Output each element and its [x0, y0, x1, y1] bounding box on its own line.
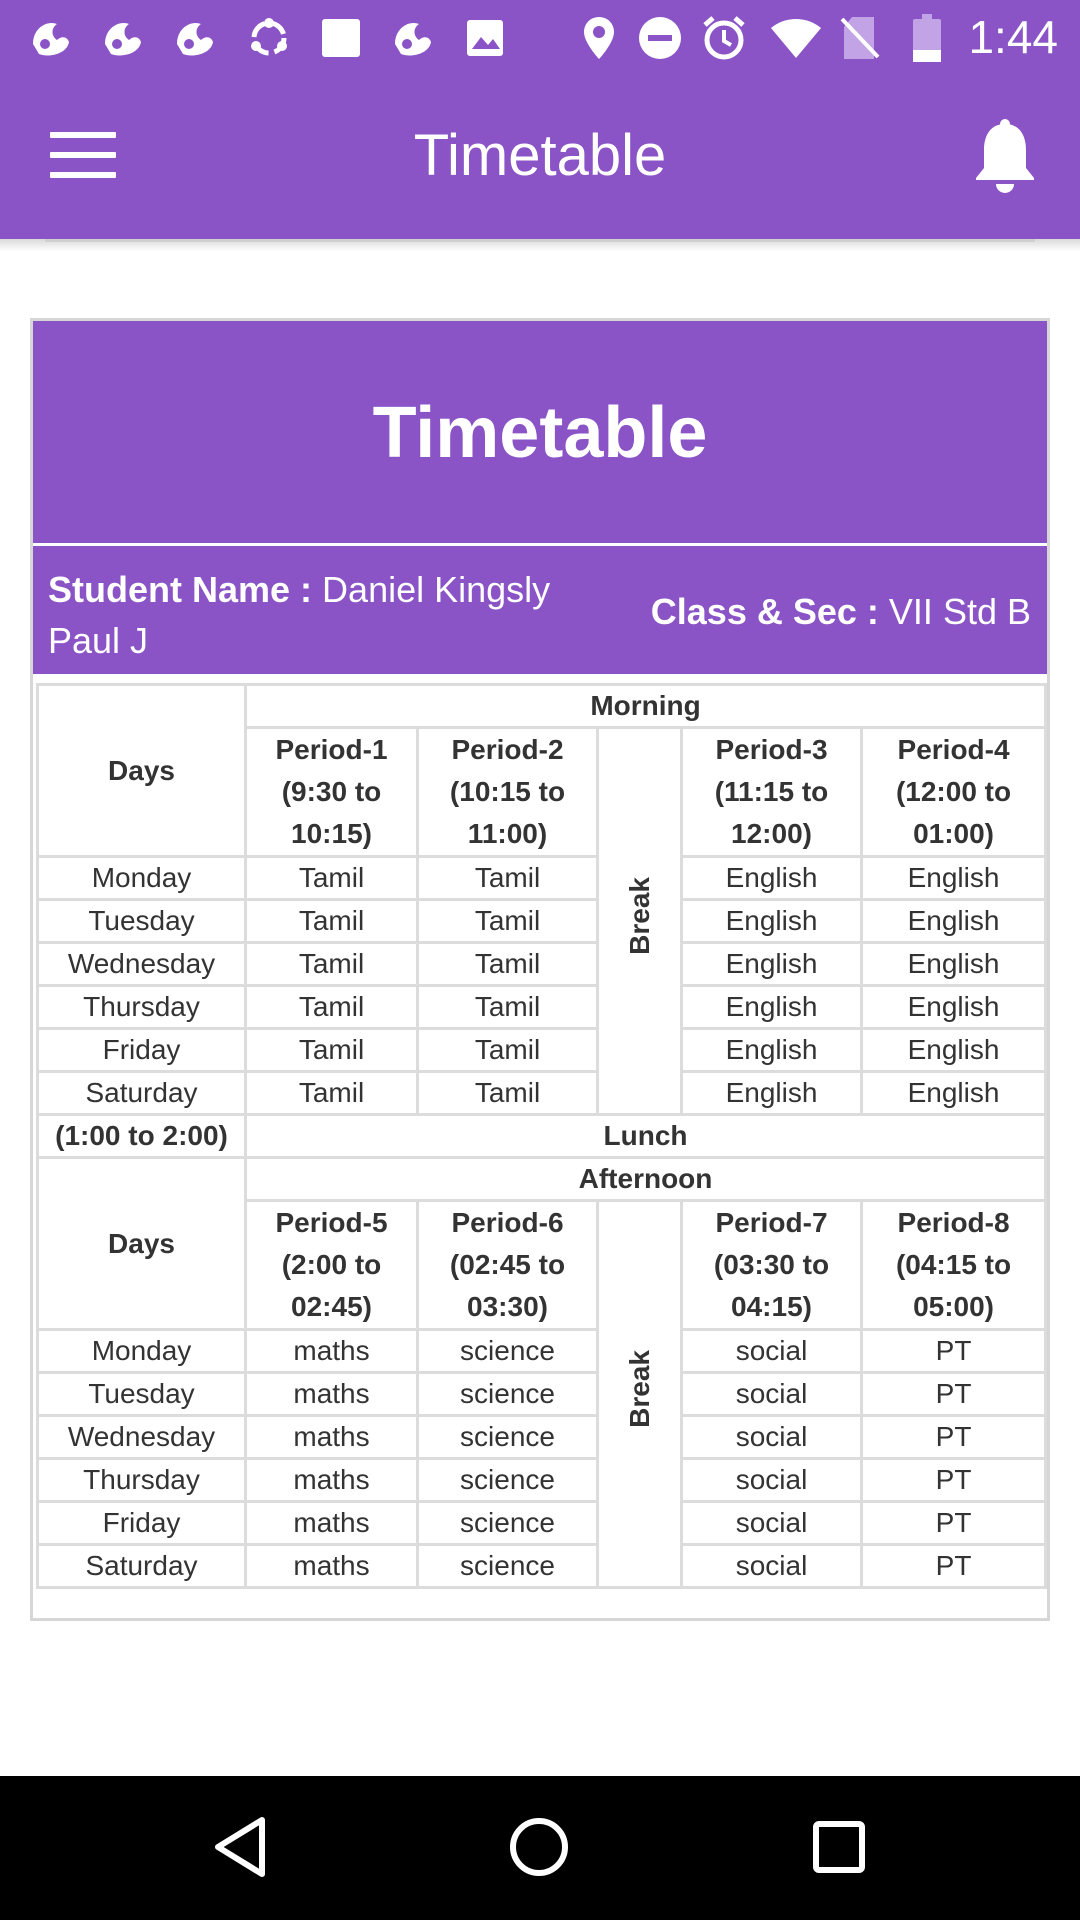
subject-cell: social [682, 1330, 862, 1373]
days-header: Days [38, 1158, 246, 1330]
table-row [38, 1029, 1046, 1072]
sync-icon [244, 14, 294, 62]
status-time: 1:44 [968, 11, 1058, 63]
subject-cell: English [862, 943, 1046, 986]
app-bar-title: Timetable [413, 123, 667, 188]
subject-cell: English [682, 857, 862, 900]
break-label: Break [623, 1349, 655, 1428]
period-name: Period-5 [275, 1207, 388, 1238]
break-column [598, 728, 682, 1115]
app-bar [0, 76, 1080, 239]
navigation-bar [0, 1776, 1080, 1920]
day-cell: Wednesday [38, 1416, 246, 1459]
period-header [246, 728, 418, 857]
period-time-line1: (9:30 to [281, 776, 382, 807]
status-bar [0, 0, 1080, 76]
day-cell: Tuesday [38, 1373, 246, 1416]
subject-cell: English [682, 986, 862, 1029]
day-cell: Friday [38, 1029, 246, 1072]
subject-cell: English [862, 1029, 1046, 1072]
uc-browser-icon [388, 14, 438, 62]
subject-cell: Tamil [418, 986, 598, 1029]
table-row [38, 1373, 1046, 1416]
subject-cell: PT [862, 1330, 1046, 1373]
subject-cell: science [418, 1502, 598, 1545]
subject-cell: social [682, 1545, 862, 1588]
class-section-value: VII Std B [888, 591, 1031, 632]
section-header-row [38, 685, 1046, 728]
table-row [38, 943, 1046, 986]
subject-cell: social [682, 1416, 862, 1459]
period-header [682, 728, 862, 857]
subject-cell: English [682, 943, 862, 986]
period-time-line2: 02:45) [291, 1291, 372, 1322]
period-time-line1: (02:45 to [449, 1249, 566, 1280]
card-title: Timetable [372, 393, 708, 473]
break-label: Break [623, 876, 655, 955]
subject-cell: English [862, 986, 1046, 1029]
subject-cell: English [862, 1072, 1046, 1115]
period-header [418, 728, 598, 857]
period-time-line1: (11:15 to [714, 776, 829, 807]
table-row [38, 1545, 1046, 1588]
period-header [682, 1201, 862, 1330]
subject-cell: English [682, 1029, 862, 1072]
period-time-line2: 05:00) [913, 1291, 994, 1322]
period-time-line2: 10:15) [291, 818, 372, 849]
day-cell: Monday [38, 1330, 246, 1373]
subject-cell: English [682, 1072, 862, 1115]
period-time-line1: (2:00 to [281, 1249, 382, 1280]
subject-cell: Tamil [418, 900, 598, 943]
table-row [38, 1459, 1046, 1502]
timetable-card [30, 318, 1050, 1621]
subject-cell: PT [862, 1416, 1046, 1459]
day-cell: Thursday [38, 1459, 246, 1502]
subject-cell: social [682, 1459, 862, 1502]
subject-cell: English [862, 857, 1046, 900]
table-row [38, 900, 1046, 943]
timetable-table [36, 683, 1047, 1589]
subject-cell: Tamil [246, 900, 418, 943]
day-cell: Monday [38, 857, 246, 900]
recents-square-icon[interactable] [804, 1812, 874, 1882]
period-header [862, 1201, 1046, 1330]
student-name [48, 564, 568, 666]
home-circle-icon[interactable] [504, 1812, 574, 1882]
lunch-label: Lunch [246, 1115, 1046, 1158]
period-header [862, 728, 1046, 857]
day-cell: Thursday [38, 986, 246, 1029]
subject-cell: English [682, 900, 862, 943]
day-cell: Friday [38, 1502, 246, 1545]
subject-cell: PT [862, 1502, 1046, 1545]
table-row [38, 1416, 1046, 1459]
subject-cell: Tamil [246, 943, 418, 986]
period-name: Period-6 [451, 1207, 564, 1238]
uc-browser-icon [170, 14, 220, 62]
subject-cell: science [418, 1545, 598, 1588]
wifi-icon [768, 14, 824, 62]
subject-cell: maths [246, 1545, 418, 1588]
student-name-label: Student Name : [48, 569, 313, 610]
subject-cell: science [418, 1330, 598, 1373]
do-not-disturb-icon [636, 14, 684, 62]
subject-cell: Tamil [418, 943, 598, 986]
class-section [651, 586, 1031, 637]
period-name: Period-3 [715, 734, 828, 765]
day-cell: Tuesday [38, 900, 246, 943]
period-time-line2: 12:00) [731, 818, 812, 849]
period-name: Period-2 [451, 734, 564, 765]
period-time-line2: 01:00) [913, 818, 994, 849]
subject-cell: science [418, 1373, 598, 1416]
section-header-row [38, 1158, 1046, 1201]
subject-cell: maths [246, 1502, 418, 1545]
period-header [246, 1201, 418, 1330]
period-time-line1: (12:00 to [895, 776, 1012, 807]
period-time-line1: (10:15 to [449, 776, 566, 807]
uc-browser-icon [98, 14, 148, 62]
location-icon [578, 14, 620, 62]
period-name: Period-7 [715, 1207, 828, 1238]
student-info-bar [33, 546, 1047, 674]
days-header: Days [38, 685, 246, 857]
alarm-icon [700, 14, 748, 62]
subject-cell: PT [862, 1459, 1046, 1502]
subject-cell: science [418, 1459, 598, 1502]
table-row [38, 1330, 1046, 1373]
period-time-line2: 04:15) [731, 1291, 812, 1322]
day-cell: Saturday [38, 1072, 246, 1115]
lunch-time: (1:00 to 2:00) [38, 1115, 246, 1158]
period-name: Period-1 [275, 734, 388, 765]
period-name: Period-4 [897, 734, 1010, 765]
subject-cell: PT [862, 1545, 1046, 1588]
subject-cell: Tamil [246, 1029, 418, 1072]
period-time-line1: (03:30 to [713, 1249, 830, 1280]
table-row [38, 986, 1046, 1029]
subject-cell: Tamil [418, 857, 598, 900]
battery-icon [910, 14, 944, 62]
subject-cell: Tamil [418, 1029, 598, 1072]
morning-label: Morning [246, 685, 1046, 728]
subject-cell: maths [246, 1416, 418, 1459]
day-cell: Saturday [38, 1545, 246, 1588]
day-cell: Wednesday [38, 943, 246, 986]
subject-cell: maths [246, 1373, 418, 1416]
subject-cell: PT [862, 1373, 1046, 1416]
period-name: Period-8 [897, 1207, 1010, 1238]
subject-cell: social [682, 1502, 862, 1545]
card-header [33, 321, 1047, 543]
class-section-label: Class & Sec : [650, 591, 879, 632]
subject-cell: Tamil [418, 1072, 598, 1115]
divider [45, 239, 1035, 242]
square-icon [318, 14, 364, 62]
subject-cell: Tamil [246, 986, 418, 1029]
table-row [38, 1502, 1046, 1545]
student-name-value: Daniel Kingsly Paul J [48, 569, 551, 661]
period-time-line1: (04:15 to [895, 1249, 1012, 1280]
subject-cell: maths [246, 1330, 418, 1373]
uc-browser-icon [26, 14, 76, 62]
period-header [418, 1201, 598, 1330]
bell-icon[interactable] [972, 116, 1038, 196]
period-time-line2: 03:30) [467, 1291, 548, 1322]
subject-cell: science [418, 1416, 598, 1459]
image-icon [462, 14, 508, 62]
period-time-line2: 11:00) [467, 818, 548, 849]
table-row [38, 1072, 1046, 1115]
no-sim-icon [838, 14, 882, 62]
subject-cell: Tamil [246, 857, 418, 900]
afternoon-label: Afternoon [246, 1158, 1046, 1201]
subject-cell: English [862, 900, 1046, 943]
break-column [598, 1201, 682, 1588]
table-row [38, 857, 1046, 900]
subject-cell: Tamil [246, 1072, 418, 1115]
subject-cell: social [682, 1373, 862, 1416]
lunch-row [38, 1115, 1046, 1158]
back-triangle-icon[interactable] [206, 1812, 276, 1882]
subject-cell: maths [246, 1459, 418, 1502]
